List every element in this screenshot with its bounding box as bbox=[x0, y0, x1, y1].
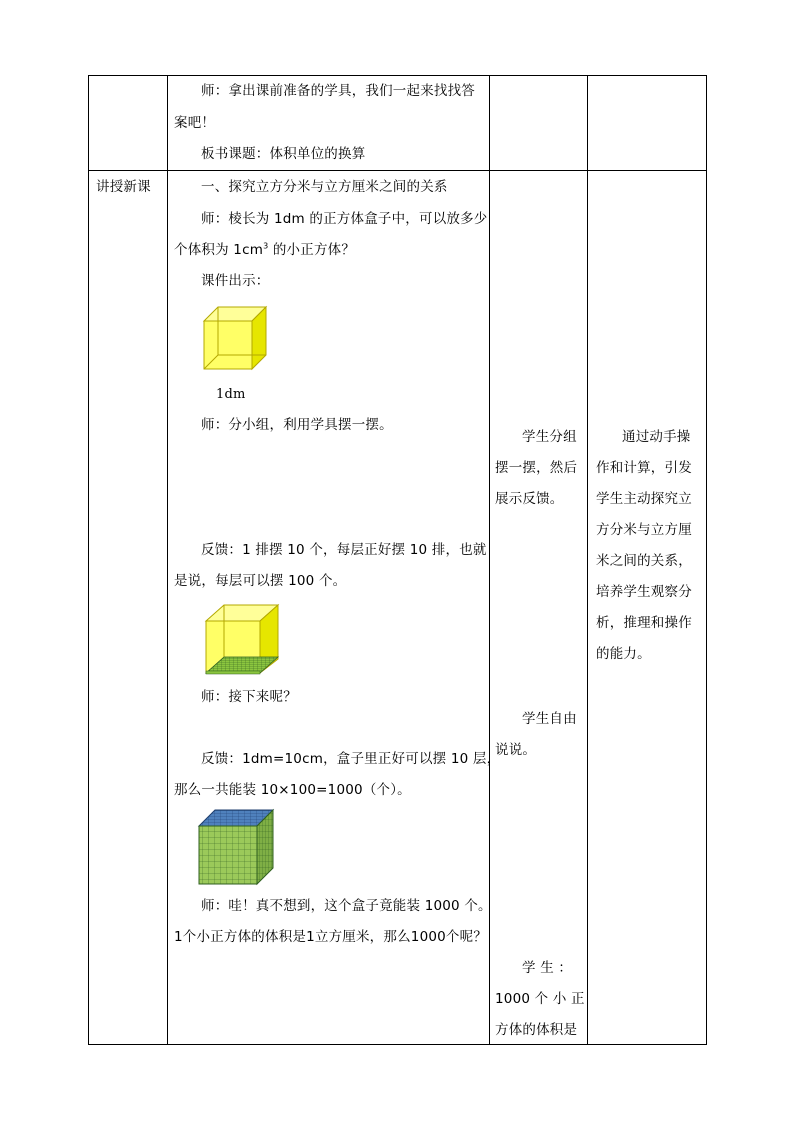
design-intent-line1: 通过动手操 bbox=[622, 429, 691, 445]
feedback2-line2: 那么一共能装 10×100=1000（个）。 bbox=[174, 782, 411, 798]
row1-text-line1: 师：拿出课前准备的学具，我们一起来找找答 bbox=[201, 83, 475, 99]
student-activity-3-line3: 方体的体积是 bbox=[495, 1022, 578, 1038]
student-activity-3-line1: 学 生 ： bbox=[522, 960, 573, 976]
student-activity-1-line2: 摆一摆，然后 bbox=[495, 460, 578, 476]
wow-line1: 师：哇！真不想到，这个盒子竟能装 1000 个。 bbox=[201, 898, 492, 914]
feedback2-line1: 反馈：1dm=10cm，盒子里正好可以摆 10 层， bbox=[201, 751, 501, 767]
section-title: 一、探究立方分米与立方厘米之间的关系 bbox=[201, 179, 448, 195]
empty-cube-figure bbox=[200, 303, 270, 371]
cube-edge-label: 1dm bbox=[216, 387, 246, 402]
table-col-divider-3 bbox=[587, 75, 588, 1045]
teacher-next-question: 师：接下来呢？ bbox=[201, 689, 297, 705]
teacher-group-instruction: 师：分小组，利用学具摆一摆。 bbox=[201, 417, 393, 433]
design-intent-line3: 学生主动探究立 bbox=[596, 491, 692, 507]
feedback1-line2: 是说，每层可以摆 100 个。 bbox=[174, 573, 347, 589]
student-activity-1-line3: 展示反馈。 bbox=[495, 491, 564, 507]
question-line2: 个体积为 $1cm^3$ 的小正方体？ bbox=[174, 241, 356, 258]
feedback1-line1: 反馈：1 排摆 10 个，每层正好摆 10 排，也就 bbox=[201, 542, 487, 558]
table-border-bottom bbox=[88, 1044, 707, 1045]
design-intent-line2: 作和计算，引发 bbox=[596, 460, 692, 476]
cube-one-layer-figure bbox=[202, 601, 282, 676]
table-border-top bbox=[88, 75, 707, 76]
row1-text-line3: 板书课题：体积单位的换算 bbox=[201, 146, 366, 162]
design-intent-line7: 析，推理和操作 bbox=[596, 615, 692, 631]
question-line1: 师：棱长为 1dm 的正方体盒子中，可以放多少 bbox=[201, 211, 488, 227]
courseware-label: 课件出示： bbox=[201, 273, 270, 289]
design-intent-line8: 的能力。 bbox=[596, 646, 651, 662]
stage-label: 讲授新课 bbox=[96, 179, 151, 195]
student-activity-3-line2: 1000 个 小 正 bbox=[495, 991, 585, 1007]
table-col-divider-1 bbox=[167, 75, 168, 1045]
row1-text-line2: 案吧！ bbox=[174, 115, 216, 131]
table-border-left bbox=[88, 75, 89, 1045]
design-intent-line4: 方分米与立方厘 bbox=[596, 522, 692, 538]
student-activity-1-line1: 学生分组 bbox=[522, 429, 577, 445]
wow-line2: 1个小正方体的体积是1立方厘米，那么1000个呢？ bbox=[174, 929, 488, 945]
table-border-right bbox=[706, 75, 707, 1045]
student-activity-2-line1: 学生自由 bbox=[522, 711, 577, 727]
full-cube-figure bbox=[197, 808, 277, 886]
design-intent-line6: 培养学生观察分 bbox=[596, 584, 692, 600]
student-activity-2-line2: 说说。 bbox=[495, 742, 537, 758]
design-intent-line5: 米之间的关系， bbox=[596, 553, 692, 569]
table-row-divider bbox=[88, 170, 707, 171]
